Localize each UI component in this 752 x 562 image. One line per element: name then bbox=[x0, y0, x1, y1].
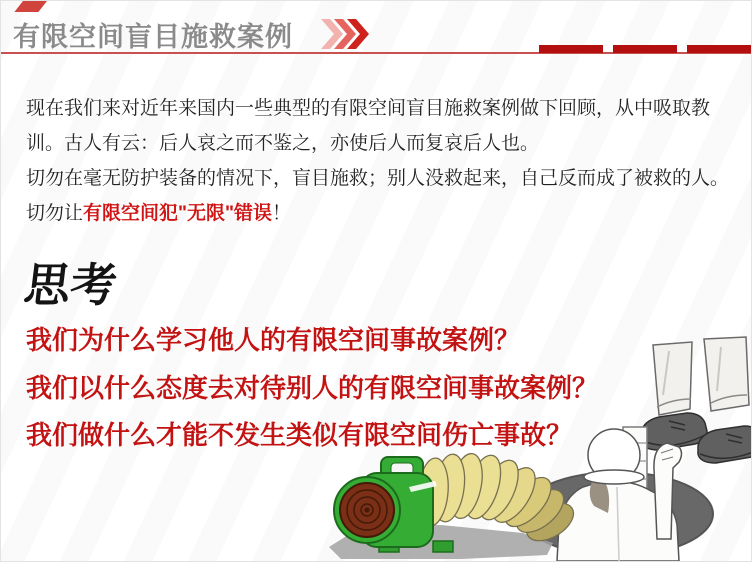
think-heading: 思考 bbox=[21, 259, 120, 311]
header-dash-1 bbox=[539, 45, 603, 53]
question-list bbox=[26, 317, 598, 460]
warning-suffix: ！ bbox=[272, 203, 292, 224]
header-dash-3 bbox=[687, 45, 752, 53]
bystander-legs bbox=[641, 337, 751, 463]
warning-highlight: 有限空间犯"无限"错误 bbox=[83, 203, 273, 224]
question-1: 我们为什么学习他人的有限空间事故案例？ bbox=[26, 325, 521, 355]
corner-flag-decoration bbox=[14, 1, 47, 12]
triple-chevron-right-icon bbox=[321, 19, 377, 49]
intro-text-block bbox=[26, 91, 738, 231]
intro-paragraph-2: 切勿在毫无防护装备的情况下，盲目施救；别人没救起来，自己反而成了被救的人。 bbox=[26, 168, 730, 189]
intro-warning-line bbox=[26, 196, 738, 231]
worker-helmet-brim bbox=[584, 470, 644, 484]
header-dash-2 bbox=[613, 45, 677, 53]
page-title: 有限空间盲目施救案例 bbox=[13, 22, 293, 52]
warning-prefix: 切勿让 bbox=[26, 203, 84, 224]
boot-left bbox=[641, 413, 707, 450]
question-2: 我们以什么态度去对待别人的有限空间事故案例？ bbox=[26, 372, 599, 403]
question-3: 我们做什么才能不发生类似有限空间伤亡事故？ bbox=[26, 420, 573, 450]
intro-paragraph-1: 现在我们来对近年来国内一些典型的有限空间盲目施救案例做下回顾，从中吸取教训。古人有云：后人哀之而不鉴之，亦使后人而复哀后人也。 bbox=[26, 98, 711, 154]
